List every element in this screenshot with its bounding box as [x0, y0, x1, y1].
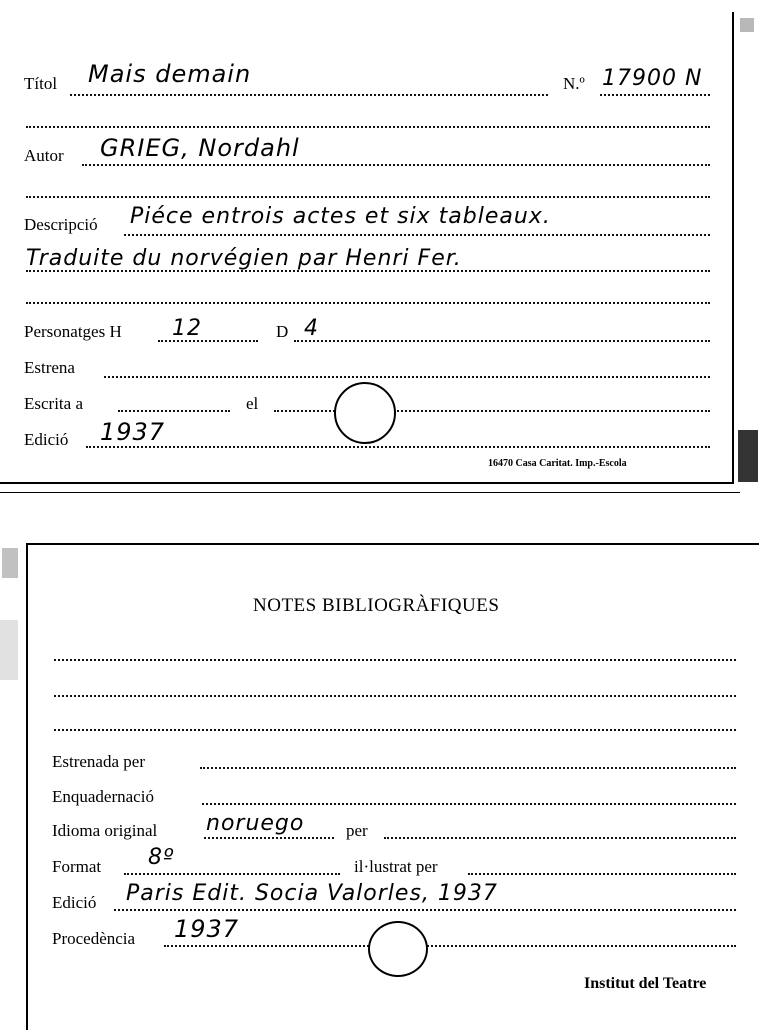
- notes-line: [54, 659, 736, 661]
- scan-speck: [2, 548, 18, 578]
- escrita-line: [118, 410, 230, 412]
- per-line: [384, 837, 736, 839]
- notes-line: [54, 695, 736, 697]
- personatges-d-line: [294, 340, 710, 342]
- institution-name: Institut del Teatre: [584, 975, 707, 992]
- idioma-line: [204, 837, 334, 839]
- titol-value: Mais demain: [88, 60, 252, 88]
- per-label: per: [346, 821, 368, 840]
- estrenada-label: Estrenada per: [52, 752, 145, 771]
- illustrat-label: il·lustrat per: [354, 857, 438, 876]
- edicio-value: Paris Edit. Socia Valorles, 1937: [126, 881, 498, 906]
- autor-label: Autor: [24, 146, 64, 165]
- autor-value: GRIEG, Nordahl: [100, 134, 300, 162]
- numero-value: 17900 N: [602, 66, 703, 91]
- punch-hole: [334, 382, 396, 444]
- personatges-label: Personatges H: [24, 322, 122, 341]
- notes-line: [54, 729, 736, 731]
- descripcio-line2: Traduite du norvégien par Henri Fer.: [26, 246, 462, 271]
- scan-speck: [740, 18, 754, 32]
- escrita-label: Escrita a: [24, 394, 83, 413]
- idioma-value: noruego: [206, 811, 305, 836]
- descripcio-line: [124, 234, 710, 236]
- format-label: Format: [52, 857, 102, 876]
- numero-label: N.º: [563, 74, 585, 93]
- edicio-value: 1937: [100, 418, 166, 446]
- personatges-h-line: [158, 340, 258, 342]
- catalog-card-back: [26, 543, 759, 1030]
- edicio-label: Edició: [24, 430, 69, 449]
- descripcio-label: Descripció: [24, 215, 98, 234]
- estrenada-line: [200, 767, 736, 769]
- scan-speck: [0, 620, 18, 680]
- card-divider: [0, 492, 740, 493]
- personatges-h-value: 12: [172, 316, 202, 341]
- titol-label: Títol: [24, 74, 58, 93]
- enquadernacio-label: Enquadernació: [52, 787, 154, 806]
- edicio-line: [86, 446, 710, 448]
- edicio-label: Edició: [52, 893, 97, 912]
- blank-line: [26, 126, 710, 128]
- descripcio-line: [26, 270, 710, 272]
- format-line: [124, 873, 340, 875]
- illustrat-line: [468, 873, 736, 875]
- estrena-label: Estrena: [24, 358, 75, 377]
- blank-line: [26, 196, 710, 198]
- descripcio-line1: Piéce entrois actes et six tableaux.: [130, 204, 551, 229]
- procedencia-label: Procedència: [52, 929, 136, 948]
- personatges-d-value: 4: [304, 316, 319, 341]
- edicio-line: [114, 909, 736, 911]
- enquadernacio-line: [202, 803, 736, 805]
- titol-line: [70, 94, 548, 96]
- idioma-label: Idioma original: [52, 821, 158, 840]
- el-label: el: [246, 394, 259, 413]
- estrena-line: [104, 376, 710, 378]
- format-value: 8º: [148, 845, 175, 870]
- procedencia-value: 1937: [174, 915, 240, 943]
- autor-line: [82, 164, 710, 166]
- notes-heading: NOTES BIBLIOGRÀFIQUES: [253, 595, 500, 616]
- personatges-d-label: D: [276, 322, 289, 341]
- scan-speck: [738, 430, 758, 482]
- catalog-card-front: [0, 12, 734, 484]
- blank-line: [26, 302, 710, 304]
- procedencia-line: [164, 945, 736, 947]
- numero-line: [600, 94, 710, 96]
- punch-hole: [368, 921, 428, 977]
- printer-stamp: 16470 Casa Caritat. Imp.-Escola: [488, 458, 627, 469]
